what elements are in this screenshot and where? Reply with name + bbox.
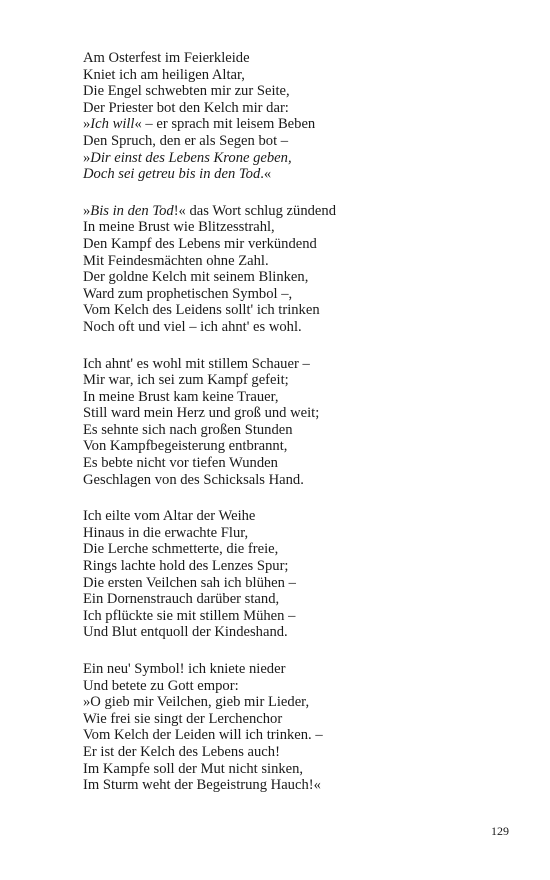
italic-text: Ich will	[90, 116, 135, 133]
poem-line	[83, 83, 523, 100]
line-text: « – er sprach mit leisem Beben	[134, 116, 316, 133]
line-text: »	[83, 202, 91, 219]
poem-line	[83, 744, 523, 761]
line-text: Ward zum prophetischen Symbol –,	[83, 285, 293, 302]
poem-line	[83, 302, 523, 319]
line-text: In meine Brust kam keine Trauer,	[83, 388, 279, 405]
poem-line	[83, 389, 523, 406]
poem-line	[83, 319, 523, 336]
poem-line	[83, 608, 523, 625]
line-text: Die Engel schwebten mir zur Seite,	[83, 83, 290, 100]
poem-line	[83, 150, 523, 167]
line-text: Er ist der Kelch des Lebens auch!	[83, 743, 280, 760]
line-text: Hinaus in die erwachte Flur,	[83, 524, 249, 541]
line-text: Von Kampfbegeisterung entbrannt,	[83, 438, 288, 455]
line-text: Rings lachte hold des Lenzes Spur;	[83, 558, 289, 575]
line-text: Am Osterfest im Feierkleide	[83, 50, 250, 66]
poem-line	[83, 422, 523, 439]
poem-line	[83, 286, 523, 303]
line-text: Und Blut entquoll der Kindeshand.	[83, 624, 288, 641]
line-text: Noch oft und viel – ich ahnt' es wohl.	[83, 318, 302, 335]
italic-text: Dir einst des Lebens Krone geben,	[90, 149, 292, 166]
line-text: Im Kampfe soll der Mut nicht sinken,	[83, 760, 304, 777]
line-text: Der goldne Kelch mit seinem Blinken,	[83, 269, 309, 286]
poem-line	[83, 541, 523, 558]
poem-line	[83, 711, 523, 728]
poem-line	[83, 661, 523, 678]
line-text: !« das Wort schlug zündend	[173, 202, 336, 219]
line-text: Ein neu' Symbol! ich kniete nieder	[83, 661, 286, 677]
poem-line	[83, 219, 523, 236]
line-text: Die ersten Veilchen sah ich blühen –	[83, 574, 296, 591]
line-text: In meine Brust wie Blitzesstrahl,	[83, 219, 275, 236]
poem-line	[83, 269, 523, 286]
poem-line	[83, 356, 523, 373]
poem-line	[83, 525, 523, 542]
italic-text: Bis in den Tod	[90, 202, 174, 219]
line-text: Kniet ich am heiligen Altar,	[83, 66, 245, 83]
line-text: Den Kampf des Lebens mir verkündend	[83, 235, 317, 252]
line-text: Es bebte nicht vor tiefen Wunden	[83, 455, 278, 472]
line-text: Vom Kelch des Leidens sollt' ich trinken	[83, 302, 320, 319]
line-text: Ich eilte vom Altar der Weihe	[83, 508, 256, 525]
poem-line	[83, 624, 523, 641]
italic-text: Doch sei getreu bis in den Tod	[83, 166, 261, 183]
line-text: Mit Feindesmächten ohne Zahl.	[83, 252, 269, 269]
line-text: »	[83, 116, 91, 133]
line-text: Und betete zu Gott empor:	[83, 677, 239, 694]
poem-line	[83, 67, 523, 84]
poem-body	[83, 50, 523, 814]
line-text: Wie frei sie singt der Lerchenchor	[83, 710, 283, 727]
poem-line	[83, 133, 523, 150]
stanza	[83, 50, 523, 183]
line-text: Geschlagen von des Schicksals Hand.	[83, 471, 304, 488]
line-text: Ich ahnt' es wohl mit stillem Schauer –	[83, 355, 310, 372]
poem-line	[83, 236, 523, 253]
poem-line	[83, 558, 523, 575]
line-text: .«	[260, 166, 272, 183]
line-text: Es sehnte sich nach großen Stunden	[83, 421, 293, 438]
stanza	[83, 203, 523, 336]
poem-line	[83, 777, 523, 794]
line-text: »	[83, 149, 91, 166]
line-text: Mir war, ich sei zum Kampf gefeit;	[83, 372, 289, 389]
poem-line	[83, 508, 523, 525]
stanza	[83, 661, 523, 794]
line-text: Den Spruch, den er als Segen bot –	[83, 132, 289, 149]
poem-line	[83, 100, 523, 117]
poem-line	[83, 591, 523, 608]
line-text: »O gieb mir Veilchen, gieb mir Lieder,	[83, 694, 310, 711]
poem-line	[83, 372, 523, 389]
line-text: Ein Dornenstrauch darüber stand,	[83, 591, 280, 608]
line-text: Im Sturm weht der Begeistrung Hauch!«	[83, 777, 321, 794]
line-text: Ich pflückte sie mit stillem Mühen –	[83, 607, 296, 624]
line-text: Still ward mein Herz und groß und weit;	[83, 405, 320, 422]
poem-line	[83, 116, 523, 133]
line-text: Die Lerche schmetterte, die freie,	[83, 541, 279, 558]
poem-line	[83, 203, 523, 220]
poem-line	[83, 438, 523, 455]
poem-line	[83, 253, 523, 270]
poem-line	[83, 694, 523, 711]
poem-line	[83, 166, 523, 183]
poem-line	[83, 50, 523, 67]
poem-line	[83, 455, 523, 472]
poem-line	[83, 678, 523, 695]
poem-line	[83, 472, 523, 489]
poem-line	[83, 727, 523, 744]
stanza	[83, 356, 523, 489]
stanza	[83, 508, 523, 641]
poem-line	[83, 761, 523, 778]
line-text: Vom Kelch der Leiden will ich trinken. –	[83, 727, 323, 744]
page-number: 129	[491, 824, 509, 838]
poem-line	[83, 575, 523, 592]
poem-line	[83, 405, 523, 422]
line-text: Der Priester bot den Kelch mir dar:	[83, 99, 289, 116]
